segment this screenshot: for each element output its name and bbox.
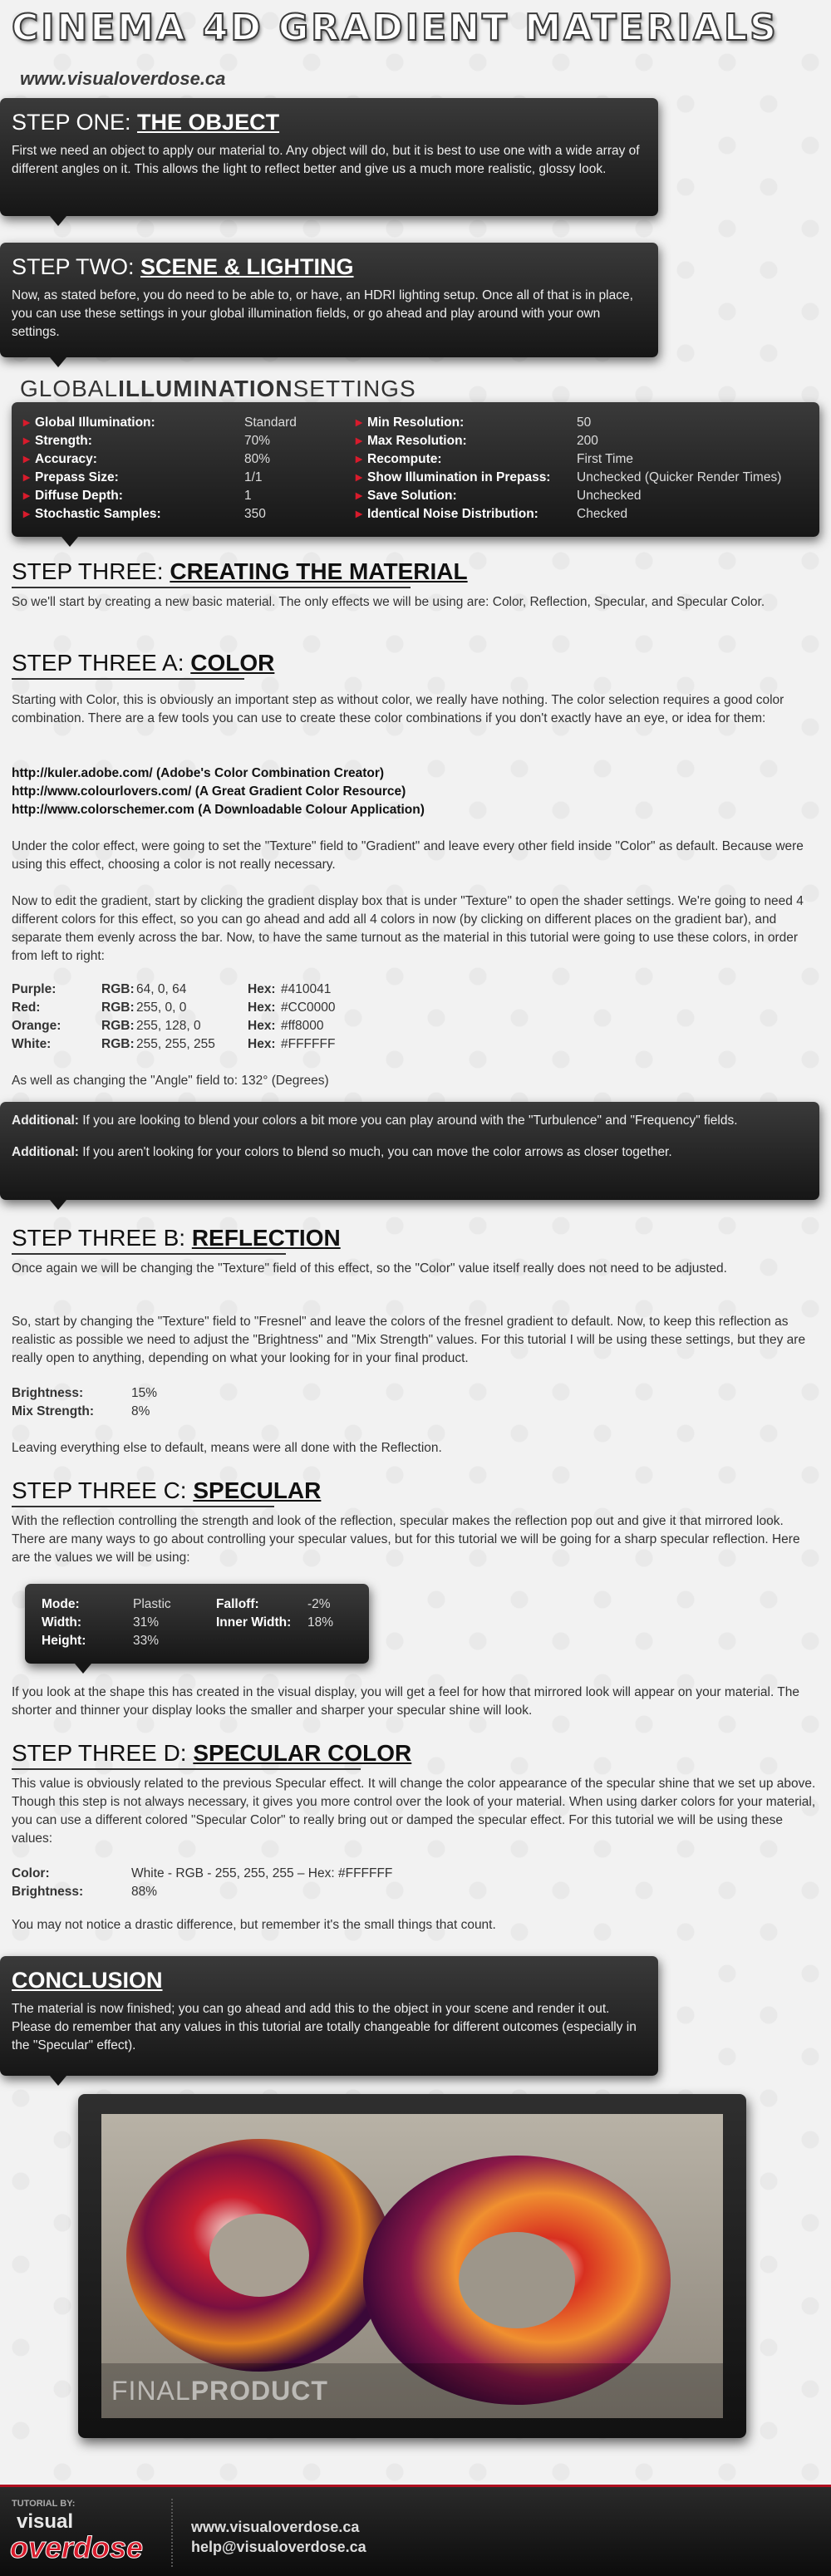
gi-row: ▸ Save Solution: Unchecked	[356, 487, 813, 505]
gi-row: ▸ Identical Noise Distribution: Checked	[356, 505, 813, 524]
reflection-values	[12, 1384, 344, 1421]
spec-row: Width: 31% Inner Width: 18%	[42, 1615, 334, 1630]
gi-row: ▸ Diffuse Depth: 1	[23, 487, 356, 505]
additional-tip-2: Additional: If you aren't looking for your colors to blend so much, you can move the color arrows as closer together.	[12, 1145, 672, 1159]
specular-values-box	[25, 1584, 369, 1664]
page-title: CINEMA 4D GRADIENT MATERIALS	[12, 7, 779, 49]
step-three-text: So we'll start by creating a new basic material. The only effects we will be using are: Color, Reflection, Specular, and Specular Color.	[12, 595, 765, 609]
visual-overdose-logo: visual overdose	[10, 2510, 144, 2564]
additional-tips-box	[0, 1102, 819, 1200]
step-three-a-heading: STEP THREE A: COLOR	[12, 650, 244, 680]
tutorial-by-label: TUTORIAL BY:	[12, 2499, 76, 2509]
gi-row: ▸ Max Resolution: 200	[356, 432, 813, 450]
color-values-table	[12, 981, 593, 1054]
gradient-setup-text: Under the color effect, were going to set the "Texture" field to "Gradient" and leave every other field inside "Color" as default. Because were using this effect, choosing a color is not really necessary.	[12, 839, 804, 872]
spec-row: Mode: Plastic Falloff: -2%	[42, 1597, 331, 1611]
reflection-done-text: Leaving everything else to default, means were all done with the Reflection.	[12, 1441, 442, 1455]
gi-settings-box	[12, 402, 819, 537]
color-intro-text: Starting with Color, this is obviously an important step as without color, we really have nothing. The color selection requires a good color combination. There are a few tools you can use to create these color combinations if you don't exactly have an eye, or idea for them:	[12, 693, 784, 725]
conclusion-box	[0, 1956, 658, 2076]
step-two-box	[0, 243, 658, 357]
gi-title: GLOBALILLUMINATIONSETTINGS	[20, 376, 416, 401]
gi-row: ▸ Show Illumination in Prepass: Unchecked (Quicker Render Times)	[356, 469, 813, 487]
gi-left-column	[23, 414, 356, 524]
step-three-c-heading: STEP THREE C: SPECULAR	[12, 1477, 274, 1507]
link-colourlovers[interactable]: http://www.colourlovers.com/ (A Great Gradient Color Resource)	[12, 784, 406, 799]
gi-row: ▸ Accuracy: 80%	[23, 450, 356, 469]
gi-right-column	[356, 414, 813, 524]
mix-strength-row: Mix Strength: 8%	[12, 1404, 150, 1418]
gradient-edit-text: Now to edit the gradient, start by clicking the gradient display box that is under "Texture" to open the shader settings. We're going to need 4 different colors for this effect, so you can go ahead and add all 4 colors in now (by clicking on different places on the gradient bar), and separate them evenly across the bar. Now, to have the same turnout as the material in this tutorial were going to use these colors, in order from left to right:	[12, 894, 804, 963]
step-one-heading: STEP ONE: THE OBJECT	[12, 110, 280, 135]
link-colorschemer[interactable]: http://www.colorschemer.com (A Downloadable Colour Application)	[12, 803, 425, 817]
footer-divider	[171, 2499, 173, 2567]
site-url: www.visualoverdose.ca	[20, 68, 226, 89]
footer	[0, 2485, 831, 2576]
additional-tip-1: Additional: If you are looking to blend your colors a bit more you can play around with the "Turbulence" and "Frequency" fields.	[12, 1113, 738, 1128]
specular-color-values	[12, 1865, 593, 1901]
specular-color-text: This value is obviously related to the previous Specular effect. It will change the color appearance of the specular shine that we set up above. Though this step is not always necessary, it gives you more control over the look of your material. When using darker colors for your material, you can use a different colored "Specular Color" to really bring out or damped the specular effect. For this tutorial we will be using these values:	[12, 1777, 816, 1846]
footer-email-link[interactable]: help@visualoverdose.ca	[191, 2539, 366, 2555]
specular-intro-text: With the reflection controlling the strength and look of the reflection, specular makes the reflection pop out and give it that mirrored look. There are many ways to go about controlling your specular values, but for this tutorial we will be going for a sharp specular reflection. Here are the values we will be using:	[12, 1514, 800, 1565]
final-product-label: FINALPRODUCT	[111, 2376, 328, 2406]
color-row: White: RGB: 255, 255, 255 Hex: #FFFFFF	[12, 1037, 336, 1051]
small-things-text: You may not notice a drastic difference, but remember it's the small things that count.	[12, 1918, 496, 1932]
step-two-heading: STEP TWO: SCENE & LIGHTING	[12, 254, 354, 279]
gi-row: ▸ Strength: 70%	[23, 432, 356, 450]
conclusion-text: The material is now finished; you can go ahead and add this to the object in your scene and render it out. Please do remember that any values in this tutorial are totally changeable for different outcomes (especially in the "Specular" effect).	[12, 2002, 637, 2052]
gi-row: ▸ Prepass Size: 1/1	[23, 469, 356, 487]
reflection-intro-text: Once again we will be changing the "Texture" field of this effect, so the "Color" value itself really does not need to be adjusted.	[12, 1261, 727, 1276]
gi-row: ▸ Stochastic Samples: 350	[23, 505, 356, 524]
final-render-art	[101, 2114, 723, 2418]
step-two-text: Now, as stated before, you do need to be able to, or have, an HDRI lighting setup. Once all of that is in place, you can use these settings in your global illumination fields, or go ahead and play around with your own settings.	[12, 288, 633, 339]
footer-site-link[interactable]: www.visualoverdose.ca	[191, 2519, 360, 2535]
step-one-text: First we need an object to apply our material to. Any object will do, but it is best to use one with a wide array of different angles on it. This allows the light to reflect better and give us a much more realistic, glossy look.	[12, 144, 640, 176]
brightness-row: Brightness: 15%	[12, 1386, 158, 1400]
color-row: Orange: RGB: 255, 128, 0 Hex: #ff8000	[12, 1019, 324, 1033]
step-three-b-heading: STEP THREE B: REFLECTION	[12, 1225, 286, 1255]
color-row: Red: RGB: 255, 0, 0 Hex: #CC0000	[12, 1000, 336, 1015]
spec-row: Height: 33%	[42, 1634, 160, 1648]
final-product-image	[101, 2114, 723, 2418]
spec-color-row: Color: White - RGB - 255, 255, 255 – Hex: #FFFFFF	[12, 1866, 393, 1880]
spec-brightness-row: Brightness: 88%	[12, 1885, 158, 1899]
color-row: Purple: RGB: 64, 0, 64 Hex: #410041	[12, 982, 332, 996]
gi-row: ▸ Recompute: First Time	[356, 450, 813, 469]
step-three-heading: STEP THREE: CREATING THE MATERIAL	[12, 558, 411, 588]
conclusion-heading: CONCLUSION	[12, 1968, 163, 1993]
specular-shape-text: If you look at the shape this has created in the visual display, you will get a feel for how that mirrored look will appear on your material. The shorter and thinner your display looks the smaller and sharper your specular shine will look.	[12, 1685, 800, 1718]
link-kuler[interactable]: http://kuler.adobe.com/ (Adobe's Color Combination Creator)	[12, 766, 385, 780]
final-product-frame	[78, 2094, 746, 2438]
step-three-d-heading: STEP THREE D: SPECULAR COLOR	[12, 1740, 361, 1770]
gi-row: ▸ Min Resolution: 50	[356, 414, 813, 432]
angle-text: As well as changing the "Angle" field to: 132° (Degrees)	[12, 1074, 329, 1088]
reflection-setup-text: So, start by changing the "Texture" field to "Fresnel" and leave the colors of the fresnel gradient to default. Now, to keep this reflection as realistic as possible we need to adjust the "Brightness" and "Mix Strength" values. For this tutorial I will be using these settings, but they are really open to anything, depending on what your looking for in your final product.	[12, 1315, 806, 1365]
step-one-box	[0, 98, 658, 216]
color-links	[12, 764, 760, 819]
gi-row: ▸ Global Illumination: Standard	[23, 414, 356, 432]
